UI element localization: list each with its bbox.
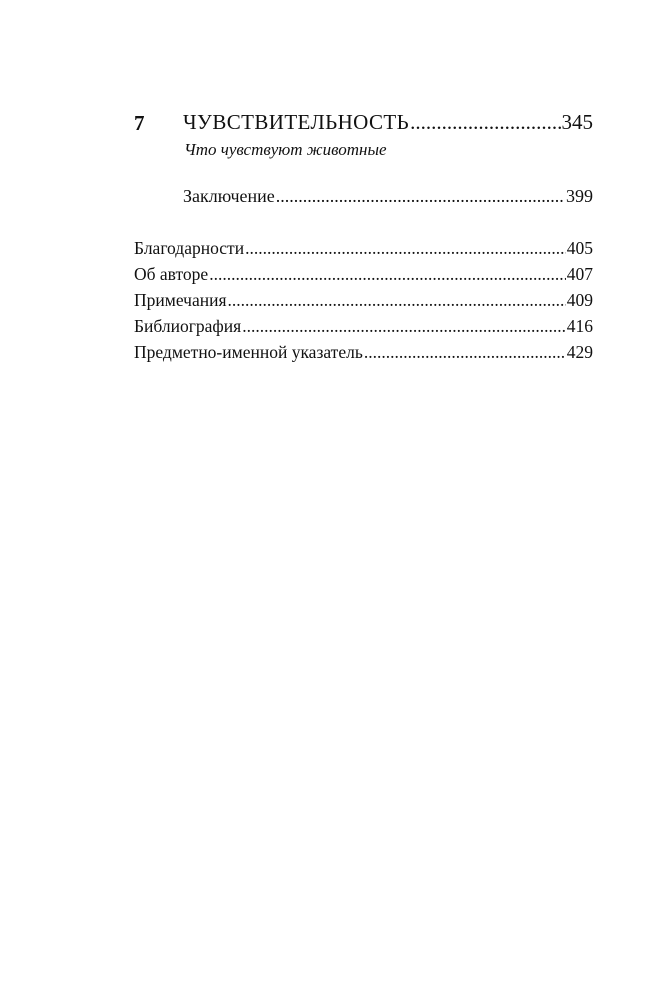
chapter-number: 7 — [134, 111, 145, 135]
entry-page-number: 405 — [566, 238, 593, 258]
entry-page-number: 409 — [566, 290, 593, 310]
chapter-title: ЧУВСТВИТЕЛЬНОСТЬ — [183, 110, 410, 134]
toc-entry-bibliography[interactable] — [134, 316, 593, 337]
entry-page-number: 429 — [566, 342, 593, 362]
toc-entry-acknowledgements[interactable] — [134, 238, 593, 259]
conclusion-page-number: 399 — [566, 186, 593, 206]
entry-title: Библиография — [134, 316, 242, 336]
toc-entry-about-author[interactable] — [134, 264, 593, 285]
toc-entry-conclusion[interactable] — [183, 186, 593, 207]
dot-leader — [410, 110, 560, 135]
entry-title: Примечания — [134, 290, 227, 310]
toc-entry-chapter[interactable] — [183, 110, 593, 135]
chapter-page-number: 345 — [561, 110, 593, 134]
dot-leader — [276, 186, 565, 207]
toc-entry-index[interactable] — [134, 342, 593, 363]
entry-page-number: 416 — [566, 316, 593, 336]
entry-page-number: 407 — [566, 264, 593, 284]
dot-leader — [242, 316, 566, 337]
chapter-subtitle: Что чувствуют животные — [184, 140, 387, 159]
entry-title: Об авторе — [134, 264, 209, 284]
entry-title: Благодарности — [134, 238, 245, 258]
conclusion-title: Заключение — [183, 186, 275, 206]
dot-leader — [209, 264, 566, 285]
dot-leader — [245, 238, 566, 259]
toc-entry-notes[interactable] — [134, 290, 593, 311]
entry-title: Предметно-именной указатель — [134, 342, 363, 362]
dot-leader — [364, 342, 566, 363]
dot-leader — [228, 290, 566, 311]
